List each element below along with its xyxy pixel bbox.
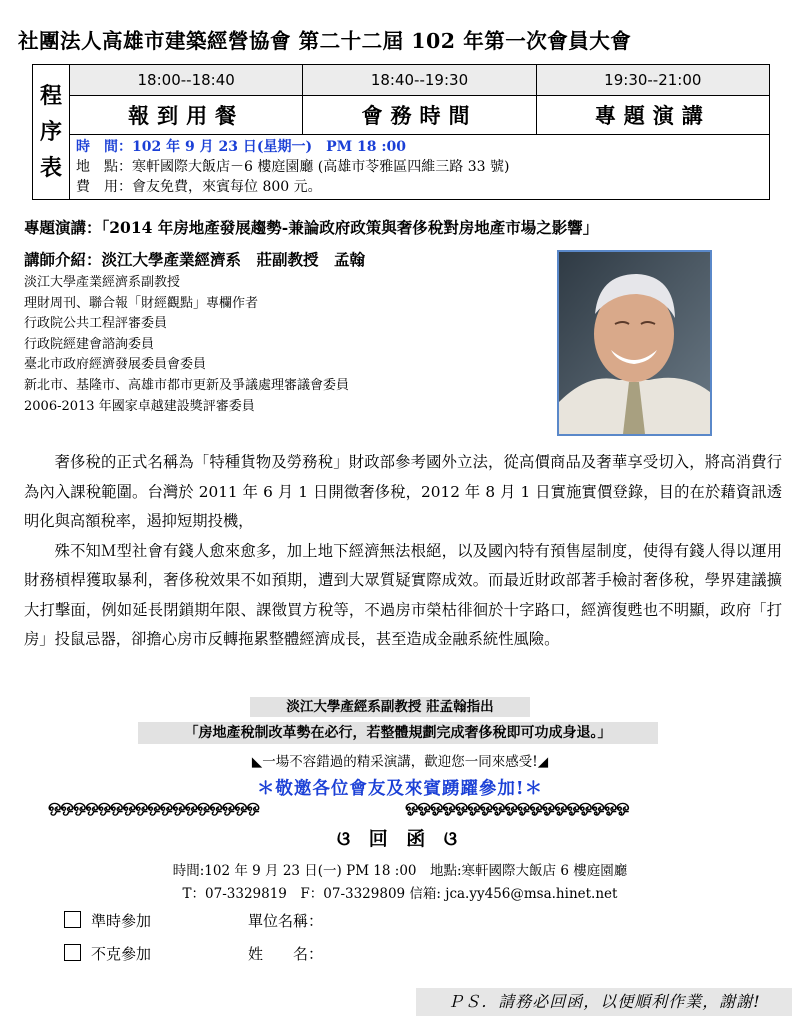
reply-contact: T：07-3329819 F：07-3329809 信箱: jca.yy456@msa.hinet.net	[182, 886, 618, 902]
credential-item: 新北市、基隆市、高雄市都市更新及爭議處理審議會委員	[24, 377, 350, 393]
activity-1: 報到用餐	[70, 96, 303, 135]
event-time: 時 間：102 年 9 月 23 日(星期一) PM 18 :00	[76, 139, 406, 155]
time-slot-1: 18:00--18:40	[70, 65, 303, 96]
credential-item: 淡江大學產業經濟系副教授	[24, 275, 181, 290]
activity-2: 會務時間	[303, 96, 536, 135]
ps-note: ＰＳ．請務必回函，以便順利作業，謝謝!	[416, 988, 792, 1016]
time-slot-3: 19:30--21:00	[536, 65, 769, 96]
attend-option[interactable]	[64, 910, 151, 931]
unit-name-field[interactable]: 單位名稱：	[248, 912, 324, 930]
article-body	[24, 448, 782, 655]
quote-text: 「房地產稅制改革勢在必行，若整體規劃完成奢侈稅即可功成身退。」	[138, 722, 658, 744]
credential-item: 臺北市政府經濟發展委員會委員	[24, 357, 207, 373]
schedule-table	[32, 64, 770, 200]
article-paragraph: 殊不知Ｍ型社會有錢人愈來愈多，加上地下經濟無法根絕，以及國內特有預售屋制度，使得有錢人得以運用財務槓桿獲取暴利，奢侈稅效果不如預期，遭到大眾質疑實際成效。而最近財政部著手檢討奢侈稅，學界建議擴大打擊面，例如延長閉鎖期年限、課徵買方稅等，不過房市榮枯徘徊於十字路口，經濟復甦也不明顯，政府「打房」投鼠忌器，卻擔心房市反轉拖累整體經濟成長，甚至造成金融系統性風險。	[24, 541, 782, 648]
article-paragraph: 奢侈稅的正式名稱為「特種貨物及勞務稅」財政部參考國外立法，從高價商品及奢華享受切入，將高消費行為內入課稅範圍。台灣於 2011 年 6 月 1 日開徵奢侈稅，2012 年 8 月 1 日實施實價登錄，目的在於藉資訊透明化與高額稅率，遏抑短期投機，	[24, 453, 782, 530]
ornament-border-right: ஓஓஓஓஓஓஓஓஓஓஓஓஓஓஓஓஓஓ	[405, 796, 629, 815]
attend-label: 準時參加	[91, 912, 152, 930]
credential-item: 行政院公共工程評審委員	[24, 316, 168, 332]
attend-checkbox[interactable]	[64, 911, 81, 928]
speaker-credentials	[24, 273, 349, 417]
name-field[interactable]: 姓 名：	[248, 945, 324, 963]
absent-option[interactable]	[64, 943, 151, 964]
event-place: 地 點：寒軒國際大飯店－6 樓庭園廳 (高雄市苓雅區四維三路 33 號)	[76, 159, 510, 175]
reply-time-place: 時間:102 年 9 月 23 日(一) PM 18 :00 地點:寒軒國際大飯店 6 樓庭園廳	[172, 863, 628, 879]
activity-3: 專題演講	[536, 96, 769, 135]
credential-item: 行政院經建會諮詢委員	[24, 336, 155, 352]
side-char: 表	[39, 155, 62, 181]
speaker-portrait-illustration	[559, 252, 710, 434]
time-slot-2: 18:40--19:30	[303, 65, 536, 96]
side-char: 程	[39, 83, 62, 109]
lecture-subject: 專題演講：「2014 年房地產發展趨勢-兼論政府政策與奢侈稅對房地產市場之影響」	[24, 218, 599, 237]
event-info	[70, 135, 770, 200]
credential-item: 理財周刊、聯合報「財經觀點」專欄作者	[24, 295, 259, 311]
ornament-border-left: ஒஒஒஒஒஒஒஒஒஒஒஒஒஒஒஒஒ	[48, 796, 259, 815]
speaker-intro: 講師介紹：淡江大學產業經濟系 莊副教授 孟翰	[24, 250, 366, 269]
reply-form-title: ଓ 回 函 ଓ	[336, 828, 464, 850]
page-title: 社團法人高雄市建築經營協會 第二十二屆 102 年第一次會員大會	[18, 29, 632, 53]
invitation-line: ＊敬邀各位會友及來賓踴躍參加!＊	[256, 779, 544, 799]
absent-label: 不克參加	[91, 945, 152, 963]
credential-item: 2006-2013 年國家卓越建設獎評審委員	[24, 398, 255, 414]
absent-checkbox[interactable]	[64, 944, 81, 961]
event-fee: 費 用：會友免費，來賓每位 800 元。	[76, 179, 322, 195]
speaker-photo	[557, 250, 712, 436]
schedule-side-label	[33, 65, 70, 200]
side-char: 序	[39, 119, 62, 145]
quote-attribution: 淡江大學產經系副教授 莊孟翰指出	[250, 697, 530, 717]
promo-line: ◣一場不容錯過的精采演講，歡迎您一同來感受!◢	[251, 754, 549, 770]
